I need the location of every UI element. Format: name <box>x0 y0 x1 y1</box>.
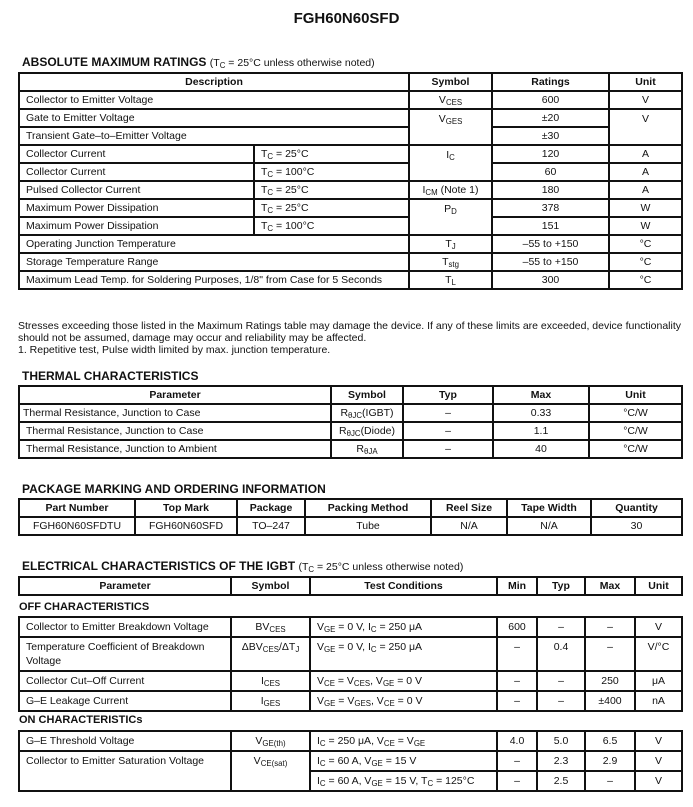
header-description: Description <box>19 73 409 91</box>
tape-width-cell: N/A <box>507 517 591 535</box>
package-heading: PACKAGE MARKING AND ORDERING INFORMATION <box>22 482 326 496</box>
parameter-cell: Collector to Emitter Breakdown Voltage <box>19 617 231 637</box>
max-cell: – <box>585 637 635 671</box>
symbol-cell: $R_{\theta JC}(IGBT)$ <box>331 404 403 422</box>
test-conditions-cell: $V_{GE} = 0$ V, $I_C = 250$ μA <box>310 617 497 637</box>
rating-cell: –55 to +150 <box>492 253 609 271</box>
max-cell: 6.5 <box>585 731 635 751</box>
symbol-cell: $P_D$ <box>409 199 492 235</box>
description-cell: Collector to Emitter Voltage <box>19 91 409 109</box>
unit-cell: °C <box>609 271 682 289</box>
min-cell: 4.0 <box>497 731 537 751</box>
parameter-cell: G–E Threshold Voltage <box>19 731 231 751</box>
table-row <box>19 404 682 422</box>
abs-max-heading-text: ABSOLUTE MAXIMUM RATINGS <box>22 55 207 69</box>
typ-cell: – <box>403 422 493 440</box>
header-test-conditions: Test Conditions <box>310 577 497 595</box>
header-part-number: Part Number <box>19 499 135 517</box>
table-header-row <box>19 577 682 595</box>
package-cell: TO–247 <box>237 517 305 535</box>
table-row <box>19 235 682 253</box>
max-cell: 2.9 <box>585 751 635 771</box>
unit-cell: V <box>609 109 682 145</box>
min-cell: – <box>497 751 537 771</box>
typ-cell: 2.3 <box>537 751 585 771</box>
header-symbol: Symbol <box>409 73 492 91</box>
rating-cell: ±20 <box>492 109 609 127</box>
table-header-row <box>19 386 682 404</box>
min-cell: – <box>497 691 537 711</box>
symbol-cell: $V_{CES}$ <box>409 91 492 109</box>
rating-cell: 151 <box>492 217 609 235</box>
electrical-header-table <box>18 576 683 596</box>
min-cell: – <box>497 771 537 791</box>
condition-cell: $T_C = 100^\circ C$ <box>254 217 409 235</box>
unit-cell: °C/W <box>589 440 682 458</box>
rating-cell: 378 <box>492 199 609 217</box>
max-cell: 0.33 <box>493 404 589 422</box>
abs-max-condition: ($T_C = 25^\circ C$ unless otherwise noted) <box>209 57 375 70</box>
unit-cell: V <box>635 771 682 791</box>
table-row <box>19 127 682 145</box>
unit-cell: A <box>609 181 682 199</box>
typ-cell: 5.0 <box>537 731 585 751</box>
symbol-cell: $V_{GE(th)}$ <box>231 731 310 751</box>
test-conditions-cell: $V_{GE} = 0$ V, $I_C = 250$ μA <box>310 637 497 671</box>
symbol-cell: $I_{CES}$ <box>231 671 310 691</box>
table-row <box>19 617 682 637</box>
unit-cell: °C/W <box>589 404 682 422</box>
description-cell: Gate to Emitter Voltage <box>19 109 409 127</box>
header-unit: Unit <box>609 73 682 91</box>
symbol-cell: $R_{\theta JC}(Diode)$ <box>331 422 403 440</box>
unit-cell: °C <box>609 235 682 253</box>
parameter-cell: Collector to Emitter Saturation Voltage <box>19 751 231 791</box>
reel-size-cell: N/A <box>431 517 507 535</box>
max-cell: 250 <box>585 671 635 691</box>
header-typ: Typ <box>537 577 585 595</box>
table-row <box>19 517 682 535</box>
header-max: Max <box>585 577 635 595</box>
quantity-cell: 30 <box>591 517 682 535</box>
page-title: FGH60N60SFD <box>293 10 400 27</box>
table-row <box>19 199 682 217</box>
parameter-cell: G–E Leakage Current <box>19 691 231 711</box>
symbol-cell: $I_{GES}$ <box>231 691 310 711</box>
typ-cell: 2.5 <box>537 771 585 791</box>
typ-cell: 0.4 <box>537 637 585 671</box>
table-row <box>19 217 682 235</box>
description-cell: Pulsed Collector Current <box>19 181 254 199</box>
symbol-cell: $T_{stg}$ <box>409 253 492 271</box>
header-min: Min <box>497 577 537 595</box>
header-packing-method: Packing Method <box>305 499 431 517</box>
header-max: Max <box>493 386 589 404</box>
header-unit: Unit <box>589 386 682 404</box>
description-cell: Transient Gate–to–Emitter Voltage <box>19 127 409 145</box>
package-table <box>18 498 683 536</box>
part-number-cell: FGH60N60SFDTU <box>19 517 135 535</box>
table-row <box>19 671 682 691</box>
unit-cell: V <box>609 91 682 109</box>
stress-note: Stresses exceeding those listed in the Maximum Ratings table may damage the device. If any of these limits are exceeded, device functionality should not be assumed, damage may occur and reliability may be affected. <box>18 320 682 344</box>
table-row <box>19 731 682 751</box>
header-unit: Unit <box>635 577 682 595</box>
on-characteristics-table <box>18 730 683 792</box>
rating-cell: 600 <box>492 91 609 109</box>
symbol-cell: $V_{CE(sat)}$ <box>231 751 310 791</box>
test-conditions-cell: $V_{GE} = V_{GES}$, $V_{CE} = 0$ V <box>310 691 497 711</box>
rating-cell: –55 to +150 <box>492 235 609 253</box>
abs-max-heading <box>22 55 375 69</box>
min-cell: 600 <box>497 617 537 637</box>
parameter-cell: Thermal Resistance, Junction to Case <box>19 404 331 422</box>
description-cell: Collector Current <box>19 163 254 181</box>
unit-cell: μA <box>635 671 682 691</box>
footnote-1: 1. Repetitive test, Pulse width limited by max. junction temperature. <box>18 344 331 356</box>
typ-cell: – <box>403 440 493 458</box>
electrical-heading-text: ELECTRICAL CHARACTERISTICS OF THE IGBT <box>22 559 296 573</box>
rating-cell: 60 <box>492 163 609 181</box>
abs-max-notes <box>18 320 688 356</box>
typ-cell: – <box>537 671 585 691</box>
header-symbol: Symbol <box>231 577 310 595</box>
test-conditions-cell: $I_C = 250$ μA, $V_{CE} = V_{GE}$ <box>310 731 497 751</box>
test-conditions-cell: $I_C = 60$ A, $V_{GE} = 15$ V, $T_C = 125^\circ C$ <box>310 771 497 791</box>
table-row <box>19 637 682 671</box>
table-header-row <box>19 499 682 517</box>
symbol-cell: $I_{CM}$ (Note 1) <box>409 181 492 199</box>
condition-cell: $T_C = 25^\circ C$ <box>254 181 409 199</box>
typ-cell: – <box>537 617 585 637</box>
rating-cell: ±30 <box>492 127 609 145</box>
table-row <box>19 253 682 271</box>
parameter-cell: Thermal Resistance, Junction to Ambient <box>19 440 331 458</box>
symbol-cell: $T_L$ <box>409 271 492 289</box>
unit-cell: V <box>635 617 682 637</box>
table-row <box>19 422 682 440</box>
table-header-row <box>19 73 682 91</box>
top-mark-cell: FGH60N60SFD <box>135 517 237 535</box>
description-cell: Maximum Power Dissipation <box>19 217 254 235</box>
header-reel-size: Reel Size <box>431 499 507 517</box>
table-row <box>19 145 682 163</box>
min-cell: – <box>497 671 537 691</box>
table-row <box>19 271 682 289</box>
symbol-cell: $R_{\theta JA}$ <box>331 440 403 458</box>
on-characteristics-heading: ON CHARACTERISTICs <box>19 714 143 726</box>
unit-cell: V <box>635 751 682 771</box>
unit-cell: W <box>609 217 682 235</box>
unit-cell: nA <box>635 691 682 711</box>
max-cell: 1.1 <box>493 422 589 440</box>
description-cell: Maximum Lead Temp. for Soldering Purposes, 1/8" from Case for 5 Seconds <box>19 271 409 289</box>
off-characteristics-heading: OFF CHARACTERISTICS <box>19 601 150 613</box>
symbol-cell: $V_{GES}$ <box>409 109 492 145</box>
unit-cell: V/°C <box>635 637 682 671</box>
condition-cell: $T_C = 25^\circ C$ <box>254 199 409 217</box>
header-top-mark: Top Mark <box>135 499 237 517</box>
thermal-heading: THERMAL CHARACTERISTICS <box>22 369 199 383</box>
description-cell: Operating Junction Temperature <box>19 235 409 253</box>
header-quantity: Quantity <box>591 499 682 517</box>
abs-max-table <box>18 72 683 290</box>
typ-cell: – <box>403 404 493 422</box>
unit-cell: V <box>635 731 682 751</box>
rating-cell: 120 <box>492 145 609 163</box>
max-cell: ±400 <box>585 691 635 711</box>
table-row <box>19 751 682 771</box>
typ-cell: – <box>537 691 585 711</box>
table-row <box>19 440 682 458</box>
table-row <box>19 91 682 109</box>
description-cell: Maximum Power Dissipation <box>19 199 254 217</box>
description-cell: Storage Temperature Range <box>19 253 409 271</box>
unit-cell: A <box>609 145 682 163</box>
electrical-condition: ($T_C = 25^\circ C$ unless otherwise noted) <box>298 561 464 574</box>
description-cell: Collector Current <box>19 145 254 163</box>
condition-cell: $T_C = 25^\circ C$ <box>254 145 409 163</box>
table-row <box>19 163 682 181</box>
header-package: Package <box>237 499 305 517</box>
parameter-cell: Temperature Coefficient of Breakdown Voltage <box>19 637 231 671</box>
symbol-cell: $BV_{CES}$ <box>231 617 310 637</box>
header-parameter: Parameter <box>19 577 231 595</box>
header-ratings: Ratings <box>492 73 609 91</box>
header-parameter: Parameter <box>19 386 331 404</box>
rating-cell: 180 <box>492 181 609 199</box>
header-tape-width: Tape Width <box>507 499 591 517</box>
test-conditions-cell: $V_{CE} = V_{CES}$, $V_{GE} = 0$ V <box>310 671 497 691</box>
header-typ: Typ <box>403 386 493 404</box>
unit-cell: °C <box>609 253 682 271</box>
max-cell: – <box>585 617 635 637</box>
parameter-cell: Thermal Resistance, Junction to Case <box>19 422 331 440</box>
max-cell: 40 <box>493 440 589 458</box>
parameter-cell: Collector Cut–Off Current <box>19 671 231 691</box>
table-row <box>19 691 682 711</box>
thermal-table <box>18 385 683 459</box>
condition-cell: $T_C = 100^\circ C$ <box>254 163 409 181</box>
rating-cell: 300 <box>492 271 609 289</box>
test-conditions-cell: $I_C = 60$ A, $V_{GE} = 15$ V <box>310 751 497 771</box>
header-symbol: Symbol <box>331 386 403 404</box>
max-cell: – <box>585 771 635 791</box>
symbol-cell: $I_C$ <box>409 145 492 181</box>
symbol-cell: $T_J$ <box>409 235 492 253</box>
electrical-heading <box>22 559 463 573</box>
unit-cell: °C/W <box>589 422 682 440</box>
table-row <box>19 181 682 199</box>
symbol-cell: $\Delta BV_{CES}/\Delta T_J$ <box>231 637 310 671</box>
packing-method-cell: Tube <box>305 517 431 535</box>
unit-cell: A <box>609 163 682 181</box>
unit-cell: W <box>609 199 682 217</box>
off-characteristics-table <box>18 616 683 712</box>
table-row <box>19 109 682 127</box>
min-cell: – <box>497 637 537 671</box>
